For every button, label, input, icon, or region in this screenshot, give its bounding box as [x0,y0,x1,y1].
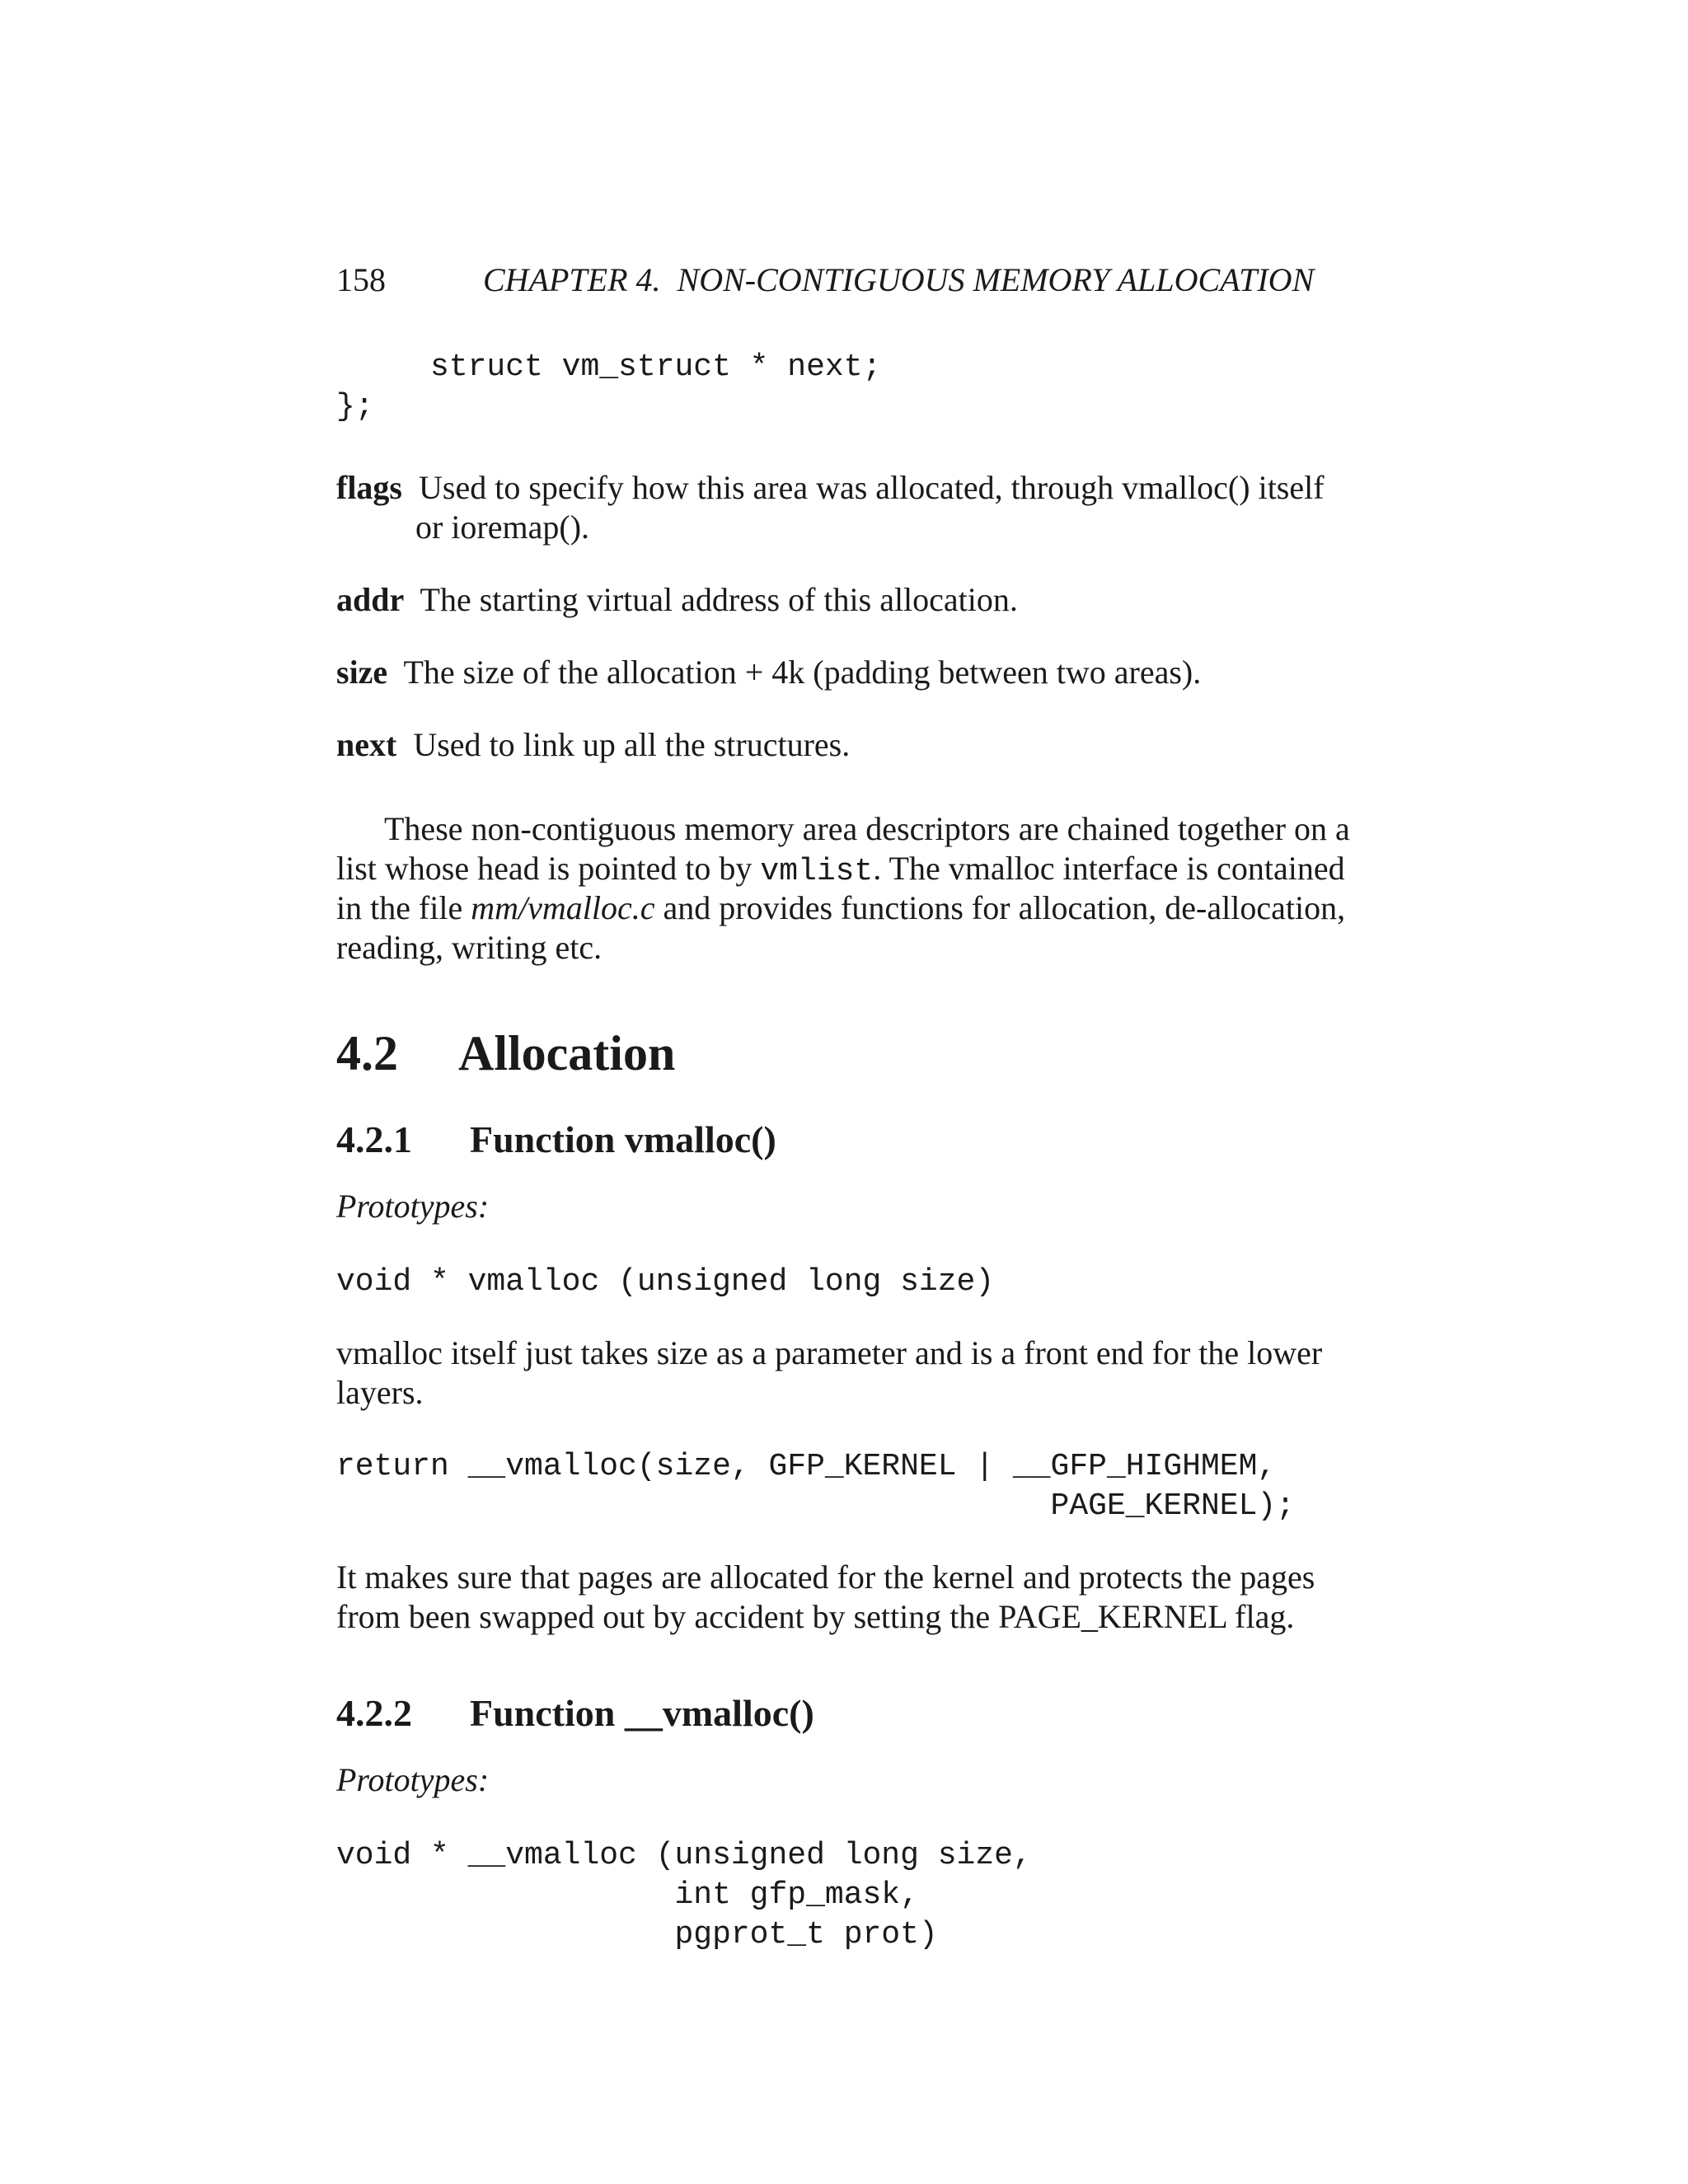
section-title: Allocation [458,1026,676,1080]
code-line: int gfp_mask, [336,1877,919,1913]
field-description-flags [336,468,1325,508]
text-run: list whose head is pointed to by [336,850,761,887]
field-text: Used to specify how this area was allocated, through vmalloc() itself [419,469,1325,506]
code-line: void * __vmalloc (unsigned long size, [336,1838,1032,1873]
field-text: Used to link up all the structures. [413,726,851,763]
subsection-number: 4.2.1 [336,1118,412,1160]
paragraph-line: It makes sure that pages are allocated for the kernel and protects the pages [336,1558,1315,1596]
text-run: . The vmalloc interface is contained [873,850,1345,887]
field-description-size [336,653,1201,692]
paragraph-line: reading, writing etc. [336,929,603,966]
subsection-number: 4.2.2 [336,1692,412,1734]
section-number: 4.2 [336,1026,398,1080]
paragraph-line [336,849,1345,892]
code-line: struct vm_struct * next; [336,349,882,385]
field-description-next [336,725,850,765]
file-path: mm/vmalloc.c [471,889,655,926]
paragraph-line: layers. [336,1374,424,1411]
paragraph-line: from been swapped out by accident by setting the PAGE_KERNEL flag. [336,1598,1295,1635]
prototypes-label: Prototypes: [336,1761,490,1798]
code-line: PAGE_KERNEL); [336,1488,1295,1524]
running-header: CHAPTER 4. NON-CONTIGUOUS MEMORY ALLOCATION [483,261,1315,298]
page-number: 158 [336,261,386,298]
code-line: return __vmalloc(size, GFP_KERNEL | __GFP_HIGHMEM, [336,1449,1277,1484]
field-term: next [336,726,397,763]
subsection-title: Function vmalloc() [470,1118,776,1160]
prototype-code: void * vmalloc (unsigned long size) [336,1264,995,1300]
subsection-title: Function __vmalloc() [470,1692,814,1734]
text-run: in the file [336,889,471,926]
field-text-continued: or ioremap(). [415,509,590,546]
field-text: The starting virtual address of this allocation. [420,581,1018,618]
code-line: }; [336,389,374,424]
inline-code: vmlist [760,854,874,889]
code-line: pgprot_t prot) [336,1917,938,1952]
prototypes-label: Prototypes: [336,1188,490,1225]
field-description-addr [336,580,1018,620]
field-term: addr [336,581,405,618]
text-run: and provides functions for allocation, de-allocation, [654,889,1346,926]
field-term: size [336,654,388,691]
paragraph-line [336,888,1345,928]
paragraph-line: vmalloc itself just takes size as a parameter and is a front end for the lower [336,1334,1323,1371]
field-term: flags [336,469,402,506]
paragraph-line: These non-contiguous memory area descriptors are chained together on a [384,810,1350,847]
field-text: The size of the allocation + 4k (padding between two areas). [403,654,1202,691]
